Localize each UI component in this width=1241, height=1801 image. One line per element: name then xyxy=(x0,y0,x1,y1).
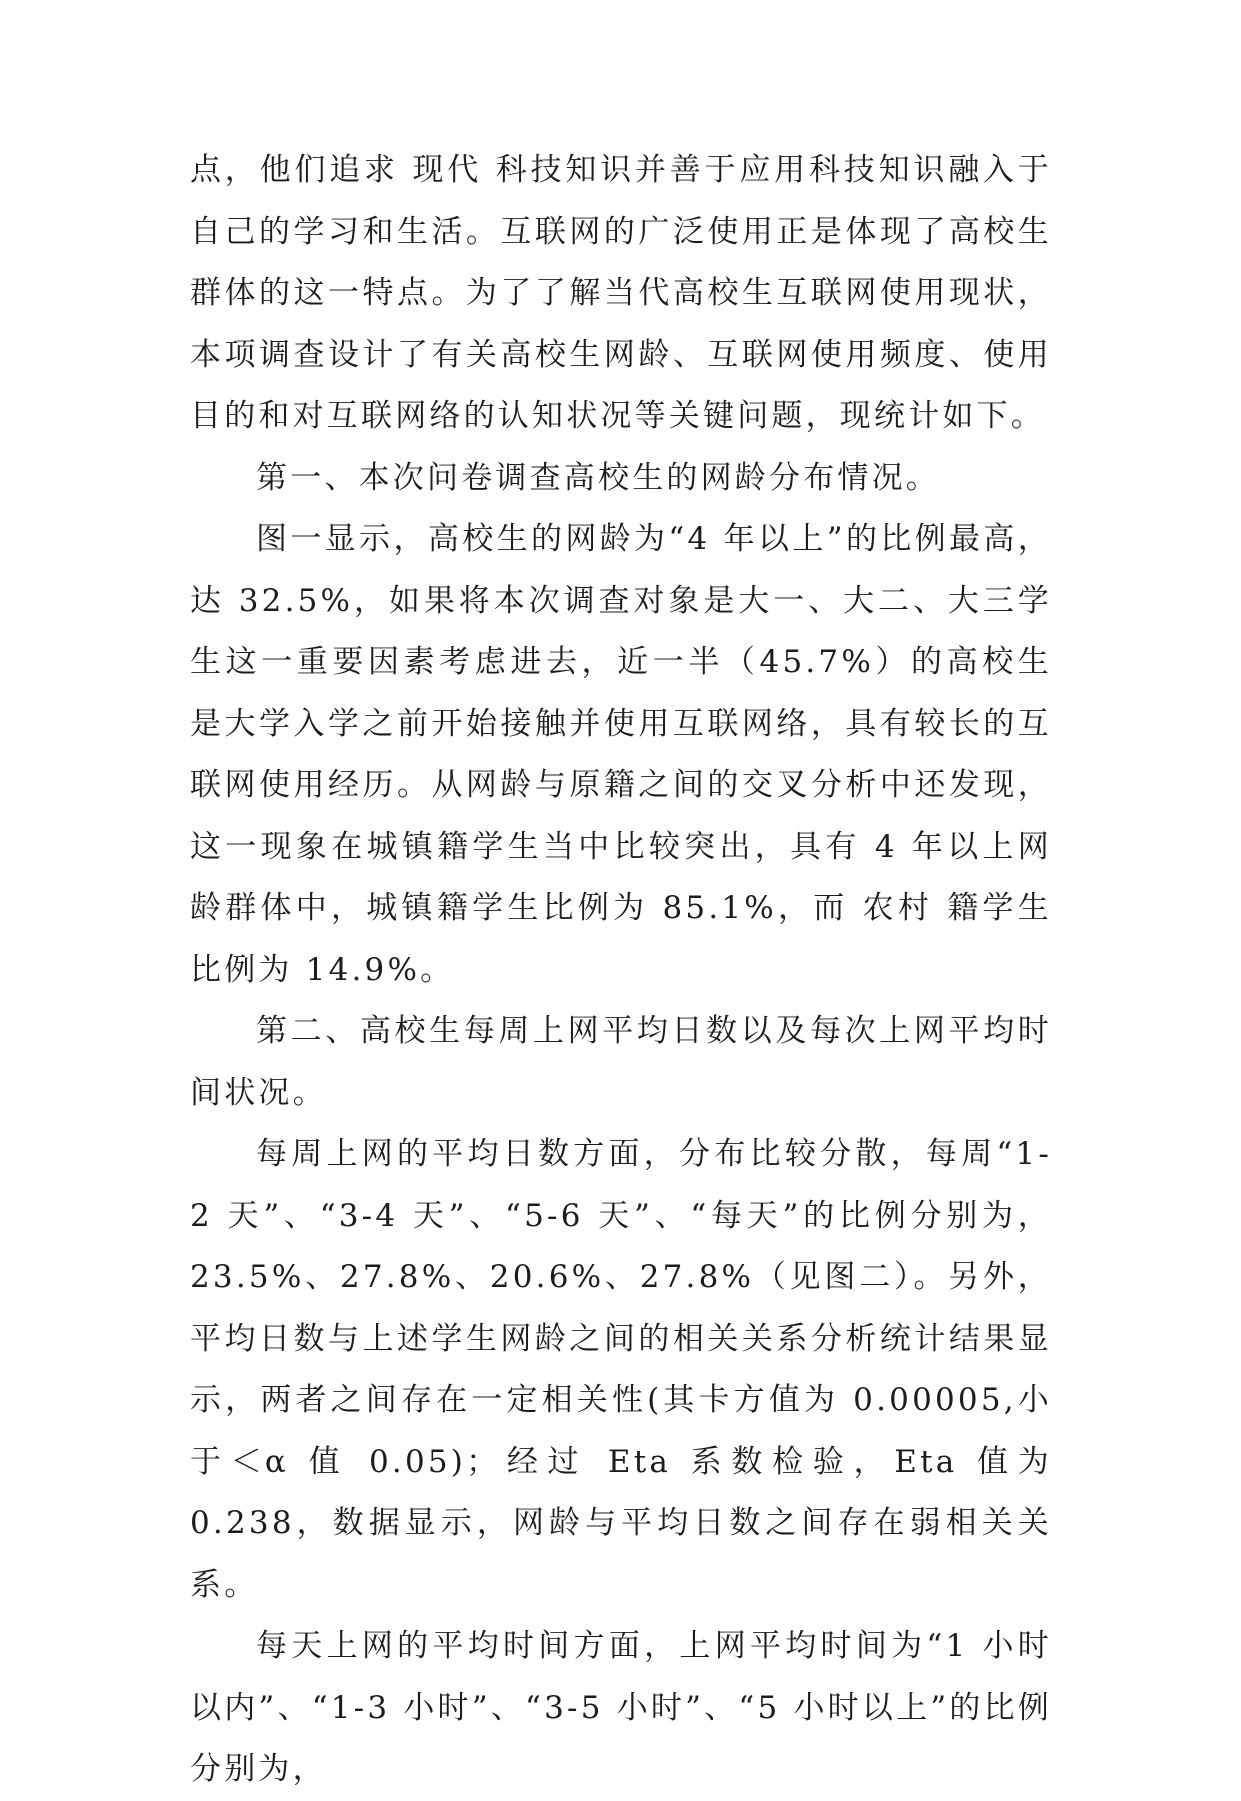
paragraph-2: 第一、本次问卷调查高校生的网龄分布情况。 xyxy=(256,459,940,496)
paragraph-3: 图一显示，高校生的网龄为“4 年以上”的比例最高，达 32.5%，如果将本次调查对象是大一、大二、大三学生这一重要因素考虑进去，近一半（45.7%）的高校生是大学入学之前开始接触并使用互联网络，具有较长的互联网使用经历。从网龄与原籍之间的交叉分析中还发现，这一现象在城镇籍学生当中比较突出，具有 4 年以上网龄群体中，城镇籍学生比例为 85.1%，而 农村 籍学生比例为 14.9%。 xyxy=(190,521,1052,988)
paragraph-5: 每周上网的平均日数方面，分布比较分散，每周“1-2 天”、“3-4 天”、“5-6 天”、“每天”的比例分别为，23.5%、27.8%、20.6%、27.8%（见图二）。另外，平均日数与上述学生网龄之间的相关关系分析统计结果显示，两者之间存在一定相关性(其卡方值为 0.00005,小于＜α 值 0.05)；经过 Eta 系数检验，Eta 值为 0.238，数据显示，网龄与平均日数之间存在弱相关关系。 xyxy=(190,1136,1052,1603)
paragraph-4: 第二、高校生每周上网平均日数以及每次上网平均时间状况。 xyxy=(190,1013,1052,1111)
paragraph-6: 每天上网的平均时间方面，上网平均时间为“1 小时以内”、“1-3 小时”、“3-5 小时”、“5 小时以上”的比例分别为， xyxy=(190,1628,1052,1787)
document-body xyxy=(190,140,1052,1801)
paragraph-1: 点，他们追求 现代 科技知识并善于应用科技知识融入于自己的学习和生活。互联网的广泛使用正是体现了高校生群体的这一特点。为了了解当代高校生互联网使用现状，本项调查设计了有关高校生网龄、互联网使用频度、使用目的和对互联网络的认知状况等关键问题，现统计如下。 xyxy=(190,152,1052,434)
